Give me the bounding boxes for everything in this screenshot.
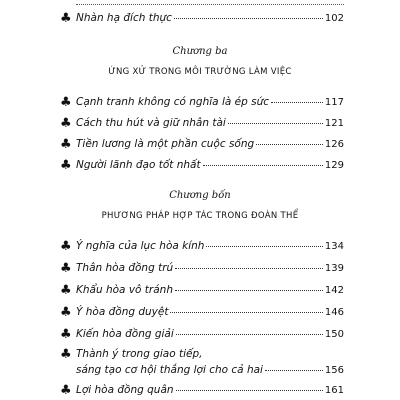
leader-dots <box>174 18 323 19</box>
toc-entry-page: 156 <box>324 365 344 376</box>
chapter-title: PHƯƠNG PHÁP HỢP TÁC TRONG ĐOÀN THỂ <box>101 211 299 221</box>
toc-entry[interactable] <box>76 240 344 252</box>
club-bullet-icon: ♣ <box>60 158 72 173</box>
chapter-title: ỨNG XỬ TRONG MÔI TRƯỜNG LÀM VIỆC <box>108 67 292 77</box>
toc-entry-page: 146 <box>324 307 344 318</box>
leader-dots <box>175 268 323 269</box>
leader-dots <box>256 144 323 145</box>
toc-entry-title: Tiền lương là một phần cuộc sống <box>76 138 255 150</box>
toc-entry[interactable] <box>76 138 344 150</box>
toc-entry[interactable] <box>76 262 344 274</box>
toc-entry[interactable] <box>76 328 344 340</box>
toc-entry[interactable] <box>76 364 344 376</box>
toc-entry[interactable] <box>76 12 344 24</box>
toc-entry-title: sáng tạo cơ hội thắng lợi cho cả hai <box>76 364 263 376</box>
toc-entry-page: 139 <box>324 263 344 274</box>
toc-entry-page: 134 <box>324 241 344 252</box>
toc-entry-title: Nhàn hạ đích thực <box>76 12 172 24</box>
chapter-label: Chương bốn <box>169 190 231 201</box>
club-bullet-icon: ♣ <box>60 283 72 298</box>
toc-entry-page: 121 <box>324 118 344 129</box>
club-bullet-icon: ♣ <box>60 327 72 342</box>
club-bullet-icon: ♣ <box>60 383 72 398</box>
club-bullet-icon: ♣ <box>60 305 72 320</box>
leader-dots <box>271 102 323 103</box>
leader-dots <box>176 390 323 391</box>
toc-entry-title[interactable]: Thành ý trong giao tiếp, <box>76 348 203 360</box>
toc-entry-page: 142 <box>324 285 344 296</box>
toc-entry-title: Cách thu hút và giữ nhân tài <box>76 117 226 129</box>
chapter-label: Chương ba <box>172 46 228 57</box>
toc-entry-page: 150 <box>324 329 344 340</box>
toc-entry-title: Người lãnh đạo tốt nhất <box>76 159 201 171</box>
toc-entry-page: 126 <box>324 139 344 150</box>
leader-dots <box>228 123 323 124</box>
club-bullet-icon: ♣ <box>60 116 72 131</box>
toc-entry-title: Khẩu hòa vô tránh <box>76 284 173 296</box>
leader-dots <box>206 246 322 247</box>
club-bullet-icon: ♣ <box>60 137 72 152</box>
toc-entry-page: 161 <box>324 385 344 396</box>
toc-entry-title: Kiến hòa đồng giải <box>76 328 174 340</box>
toc-entry-page: 117 <box>324 97 344 108</box>
club-bullet-icon: ♣ <box>60 11 72 26</box>
toc-entry-title: Thân hòa đồng trú <box>76 262 174 274</box>
leader-dots <box>265 370 323 371</box>
toc-entry-page: 129 <box>324 160 344 171</box>
club-bullet-icon: ♣ <box>60 239 72 254</box>
club-bullet-icon: ♣ <box>60 261 72 276</box>
toc-entry[interactable] <box>76 306 344 318</box>
toc-entry-page: 102 <box>324 13 344 24</box>
leader-dots <box>170 312 322 313</box>
toc-entry[interactable] <box>76 159 344 171</box>
toc-entry[interactable] <box>76 384 344 396</box>
toc-entry-title: Ý hòa đồng duyệt <box>76 306 169 318</box>
club-bullet-icon: ♣ <box>60 347 72 362</box>
toc-entry-title: Lợi hòa đồng quân <box>76 384 174 396</box>
toc-entry[interactable] <box>76 96 344 108</box>
cut-off-entry-line <box>76 0 344 5</box>
leader-dots <box>176 334 323 335</box>
leader-dots <box>203 165 323 166</box>
toc-entry[interactable] <box>76 117 344 129</box>
club-bullet-icon: ♣ <box>60 95 72 110</box>
leader-dots <box>175 290 323 291</box>
toc-entry-title: Cạnh tranh không có nghĩa là ép sức <box>76 96 269 108</box>
toc-entry[interactable] <box>76 284 344 296</box>
toc-entry-title: Ý nghĩa của lục hòa kính <box>76 240 205 252</box>
